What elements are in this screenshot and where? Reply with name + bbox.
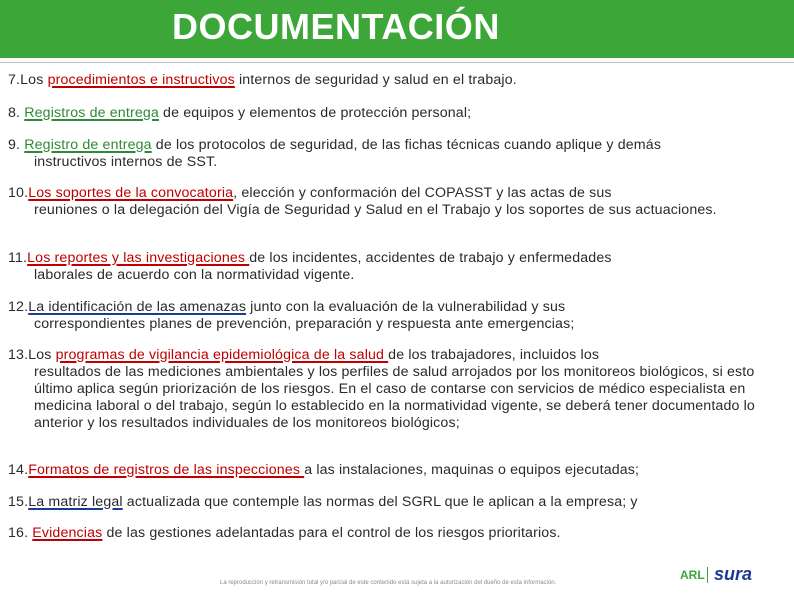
item-text: de las gestiones adelantadas para el control de los riesgos prioritarios. [102, 525, 561, 541]
list-item [8, 105, 784, 122]
item-prefix: 13.Los [8, 347, 56, 363]
item-continuation: reuniones o la delegación del Vigía de Seguridad y Salud en el Trabajo y los soportes de sus actuaciones. [34, 202, 717, 218]
item-text: de equipos y elementos de protección personal; [158, 105, 472, 121]
item-text: junto con la evaluación de la vulnerabilidad y sus [246, 299, 566, 315]
item-prefix: 9. [8, 137, 25, 153]
list-item [8, 494, 784, 511]
item-prefix: 7.Los [8, 72, 48, 88]
item-highlight: Los reportes y las investigaciones [27, 250, 250, 266]
list-item [8, 137, 784, 171]
list-item [8, 525, 784, 542]
item-text: actualizada que contemple las normas del SGRL que le aplican a la empresa; y [122, 494, 638, 510]
logo-arl-text: ARL [680, 568, 705, 582]
arl-sura-logo [680, 564, 780, 588]
item-prefix: 16. [8, 525, 33, 541]
item-highlight: La identificación de las amenazas [28, 299, 247, 315]
item-highlight: Los soportes de la convocatoria [28, 185, 234, 201]
item-highlight: Formatos de registros de las inspecciones [28, 462, 305, 478]
page-title: DOCUMENTACIÓN [172, 6, 500, 47]
list-item [8, 185, 784, 219]
item-prefix: 15. [8, 494, 29, 510]
item-text: internos de seguridad y salud en el trabajo. [234, 72, 517, 88]
item-text: , elección y conformación del COPASST y las actas de sus [233, 185, 612, 201]
item-highlight: programas de vigilancia epidemiológica de la salud [55, 347, 389, 363]
logo-sura-text: sura [714, 564, 753, 584]
footer-notice: La reproducción y retransmisión total y/o parcial de este contenido está sujeta a la autorización del dueño de esta información. [220, 580, 557, 586]
item-continuation: laborales de acuerdo con la normatividad vigente. [34, 267, 355, 283]
item-continuation: correspondientes planes de prevención, preparación y respuesta ante emergencias; [34, 316, 575, 332]
item-text: a las instalaciones, maquinas o equipos ejecutadas; [304, 462, 640, 478]
item-text: de los trabajadores, incluidos los [388, 347, 600, 363]
item-prefix: 14. [8, 462, 29, 478]
list-item [8, 250, 784, 284]
list-item [8, 462, 784, 479]
list-item [8, 299, 784, 333]
item-prefix: 12. [8, 299, 29, 315]
item-highlight: Evidencias [32, 525, 103, 541]
item-highlight: Registros de entrega [24, 105, 159, 121]
logo-separator [707, 567, 708, 583]
item-text: de los protocolos de seguridad, de las fichas técnicas cuando aplique y demás [151, 137, 662, 153]
list-item [8, 72, 784, 89]
item-prefix: 10. [8, 185, 29, 201]
item-highlight: Registro de entrega [24, 137, 152, 153]
item-continuation: resultados de las mediciones ambientales y los perfiles de salud arrojados por los monitoreos biológicos, si esto último aplica según priorización de los riesgos. En el caso de contarse con servicios de médico especialista en medicina laboral o del trabajo, según lo establecido en la normatividad vigente, se deberá tener documentado lo anterior y los resultados individuales de los monitoreos biológicos; [34, 364, 755, 431]
header-divider [0, 62, 794, 63]
item-highlight: La matriz legal [28, 494, 123, 510]
item-continuation: instructivos internos de SST. [34, 154, 218, 170]
list-item [8, 347, 784, 432]
item-prefix: 8. [8, 105, 25, 121]
item-text: de los incidentes, accidentes de trabajo y enfermedades [249, 250, 612, 266]
item-prefix: 11. [8, 250, 28, 266]
item-highlight: procedimientos e instructivos [47, 72, 235, 88]
